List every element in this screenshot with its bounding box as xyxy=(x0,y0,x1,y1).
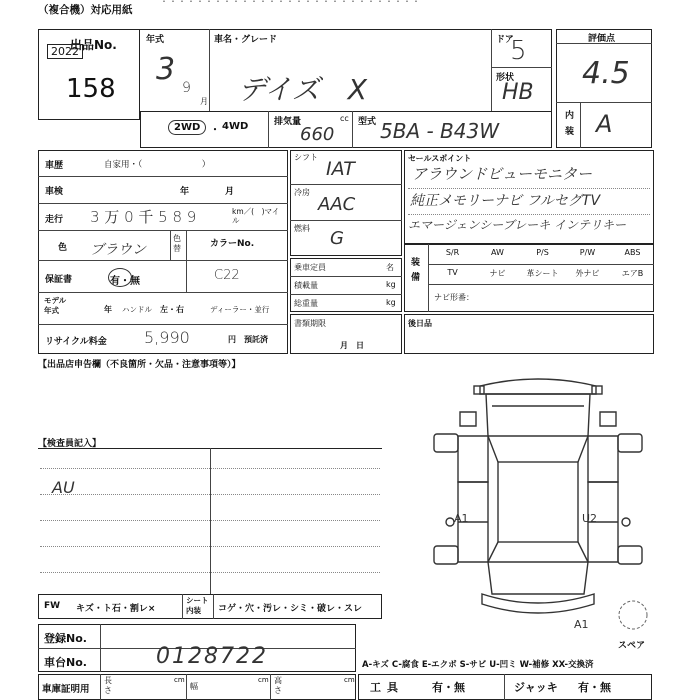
sales-line3: エマージェンシーブレーキ インテリキー xyxy=(408,218,626,232)
equipment-item: S/R xyxy=(445,248,460,257)
car-size-length-unit: cm xyxy=(174,676,185,684)
shape-label: 形状 xyxy=(496,73,515,83)
aftersale-label: 後日品 xyxy=(408,319,432,328)
car-size-length: 長さ xyxy=(104,676,112,695)
equipment-item: ナビ xyxy=(489,269,506,278)
model-label: 型式 xyxy=(358,117,377,127)
tools-label: 工具 xyxy=(370,681,404,694)
equipment-item: ABS xyxy=(624,248,641,257)
displacement-label: 排気量 xyxy=(274,117,302,127)
damage-legend: A-キズ C-腐食 E-エクボ S-サビ U-凹ミ W-補修 XX-交換済 xyxy=(362,660,594,670)
inspection-value: 年 月 xyxy=(180,187,235,197)
navi-label: ナビ形番： xyxy=(434,293,474,302)
sales-line2: 純正メモリーナビ フルセグTV xyxy=(410,193,601,209)
ac-value: AAC xyxy=(318,194,356,215)
model-value: 5BA - B43W xyxy=(380,119,500,143)
lot-year-stamp: 2022 xyxy=(47,44,83,59)
dealer-value: ディーラー・並行 xyxy=(210,305,270,314)
equipment-item: TV xyxy=(447,268,458,277)
chassis-label: 車台No. xyxy=(44,656,87,669)
equipment-item: 革シート xyxy=(526,269,559,278)
shift-value: IAT xyxy=(326,158,355,180)
equipment-label-1: 装 xyxy=(411,258,421,268)
model-year-label: モデル年式 xyxy=(44,296,67,315)
declaration-label: 【出品店申告欄（不良箇所・欠品・注意事項等）】 xyxy=(38,360,241,370)
warranty-value: 有・無 xyxy=(110,276,140,287)
jack-value: 有・無 xyxy=(578,681,611,694)
rating-value: 4.5 xyxy=(582,56,630,91)
year-value: 3 xyxy=(156,52,176,87)
year-label: 年式 xyxy=(146,35,165,45)
docs-label: 書類期限 xyxy=(294,319,326,328)
car-label: 車名・グレード xyxy=(214,35,278,45)
color-no-label: カラーNo. xyxy=(210,239,255,249)
equipment-label-2: 備 xyxy=(411,273,421,283)
fw-value: キズ・ト石・割レ× xyxy=(76,604,156,614)
color-no-value: C22 xyxy=(214,268,240,283)
fw-label: FW xyxy=(44,601,61,611)
interior-value: A xyxy=(596,110,613,138)
displacement-value: 660 xyxy=(300,124,335,145)
color-change-label: 色替 xyxy=(173,234,181,253)
total-unit: kg xyxy=(386,298,396,307)
sales-line1: アラウンドビューモニター xyxy=(412,165,593,183)
recycle-unit: 円 xyxy=(228,335,236,344)
door-label: ドア xyxy=(496,35,514,45)
diagram-mark-a1-left: A1 xyxy=(454,512,469,525)
car-size-label: 車庫証明用 xyxy=(42,684,90,695)
diagram-mark-u2: U2 xyxy=(582,512,598,525)
shape-value: HB xyxy=(502,80,534,105)
load-label: 積載量 xyxy=(294,281,318,290)
mileage-value: 3 万 0 千 5 8 9 xyxy=(90,208,197,226)
color-label: 色 xyxy=(58,243,68,253)
car-size-width: 幅 xyxy=(190,682,198,691)
tools-value: 有・無 xyxy=(432,681,465,694)
total-label: 総重量 xyxy=(294,299,318,308)
recycle-value: 5,990 xyxy=(144,328,190,347)
header-text: （複合機）対応用紙 xyxy=(38,4,133,16)
history-value: 自家用・（ ） xyxy=(104,160,211,170)
drive-2wd: 2WD xyxy=(168,120,206,135)
drive-sep: ・ xyxy=(210,125,220,136)
car-value: デイズ X xyxy=(238,73,367,106)
equipment-item: AW xyxy=(491,248,504,257)
history-label: 車歴 xyxy=(45,161,64,171)
fuel-label: 燃料 xyxy=(294,224,310,233)
equipment-item: P/W xyxy=(579,248,596,257)
seats-label: 乗車定員 xyxy=(294,263,326,272)
interior-label-1: 内 xyxy=(565,111,575,121)
warranty-label: 保証書 xyxy=(45,275,73,285)
equipment-item: エアB xyxy=(621,269,644,278)
year-month-value: 9 xyxy=(182,80,191,96)
car-size-height-unit: cm xyxy=(344,676,355,684)
header-truncated: ・・・・・・・・・・・・・・・・・・・・・・・・・・・・・ xyxy=(160,0,421,6)
docs-value: 月 日 xyxy=(340,341,364,350)
rating-label: 評価点 xyxy=(588,34,616,44)
displacement-unit: cc xyxy=(340,114,349,123)
year-month-unit: 月 xyxy=(200,97,208,106)
lot-label: 出品No. xyxy=(70,38,117,52)
spare-tire-icon xyxy=(616,598,650,632)
recycle-status: 預託済 xyxy=(244,335,268,344)
aftersale-box xyxy=(404,314,654,354)
recycle-label: リサイクル料金 xyxy=(45,337,107,347)
jack-label: ジャッキ xyxy=(514,681,558,694)
equipment-item: 外ナビ xyxy=(575,269,600,278)
mileage-unit: km／( )マイル xyxy=(232,207,280,225)
fuel-value: G xyxy=(330,228,344,249)
color-value: ブラウン xyxy=(90,242,146,258)
car-size-height: 高さ xyxy=(274,676,282,695)
inspector-label: 【検査員記入】 xyxy=(38,439,102,449)
load-unit: kg xyxy=(386,280,396,289)
handle-value: 左・右 xyxy=(160,305,184,314)
mileage-label: 走行 xyxy=(45,215,64,225)
ac-label: 冷房 xyxy=(294,188,310,197)
interior-label-2: 装 xyxy=(565,127,575,137)
sales-label: セールスポイント xyxy=(408,154,472,163)
drive-4wd: 4WD xyxy=(222,121,249,132)
shift-label: シフト xyxy=(294,153,318,162)
car-size-width-unit: cm xyxy=(258,676,269,684)
inspection-label: 車検 xyxy=(45,187,64,197)
seat-value: コゲ・穴・汚レ・シミ・破レ・スレ xyxy=(218,604,363,614)
model-year-value: 年 xyxy=(104,305,112,314)
handle-label: ハンドル xyxy=(122,305,152,314)
door-value: 5 xyxy=(510,36,527,66)
inspector-note: AU xyxy=(52,478,75,497)
registration-label: 登録No. xyxy=(44,632,87,645)
spare-label: スペア xyxy=(618,641,646,651)
chassis-value: 0128722 xyxy=(156,644,268,669)
seats-unit: 名 xyxy=(386,263,394,272)
lot-number: 158 xyxy=(66,74,116,104)
equipment-item: P/S xyxy=(536,248,549,257)
seat-label: シート内装 xyxy=(186,596,209,615)
diagram-mark-a1-bottom: A1 xyxy=(574,618,589,631)
